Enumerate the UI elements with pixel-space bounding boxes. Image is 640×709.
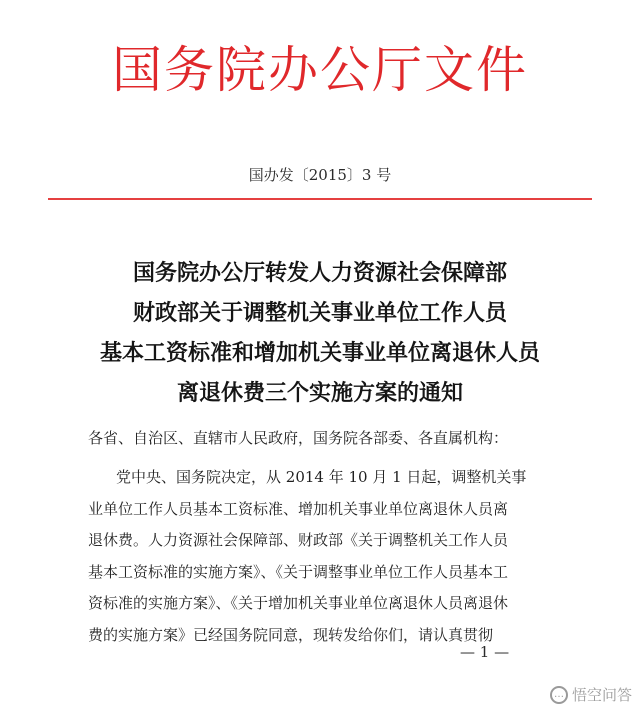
title-line: 基本工资标准和增加机关事业单位离退休人员	[99, 341, 540, 366]
body-line: 业单位工作人员基本工资标准、增加机关事业单位离退休人员离	[88, 499, 509, 518]
watermark	[550, 684, 632, 705]
body-line: 费的实施方案》已经国务院同意，现转发给你们，请认真贯彻	[88, 625, 494, 644]
speech-bubble-icon: …	[550, 686, 568, 704]
salutation: 各省、自治区、直辖市人民政府，国务院各部委、各直属机构：	[88, 429, 509, 447]
title-line: 财政部关于调整机关事业单位工作人员	[132, 301, 507, 326]
document-title	[40, 254, 600, 414]
watermark-text: 悟空问答	[571, 686, 632, 704]
body-line: 资标准的实施方案》、《关于增加机关事业单位离退休人员离退休	[88, 594, 509, 612]
body-line: 基本工资标准的实施方案》、《关于调整事业单位工作人员基本工	[88, 562, 509, 581]
document-masthead: 国务院办公厅文件	[112, 41, 528, 99]
page-number: — 1 —	[460, 643, 510, 661]
document-number: 国办发〔2015〕3 号	[248, 166, 392, 184]
title-line: 国务院办公厅转发人力资源社会保障部	[132, 261, 507, 286]
body-line: 退休费。人力资源社会保障部、财政部《关于调整机关工作人员	[88, 531, 509, 549]
body-paragraph	[88, 462, 568, 651]
red-divider-line	[48, 198, 592, 200]
title-line: 离退休费三个实施方案的通知	[176, 381, 463, 406]
body-line: 党中央、国务院决定，从 2014 年 10 月 1 日起，调整机关事	[116, 468, 527, 486]
